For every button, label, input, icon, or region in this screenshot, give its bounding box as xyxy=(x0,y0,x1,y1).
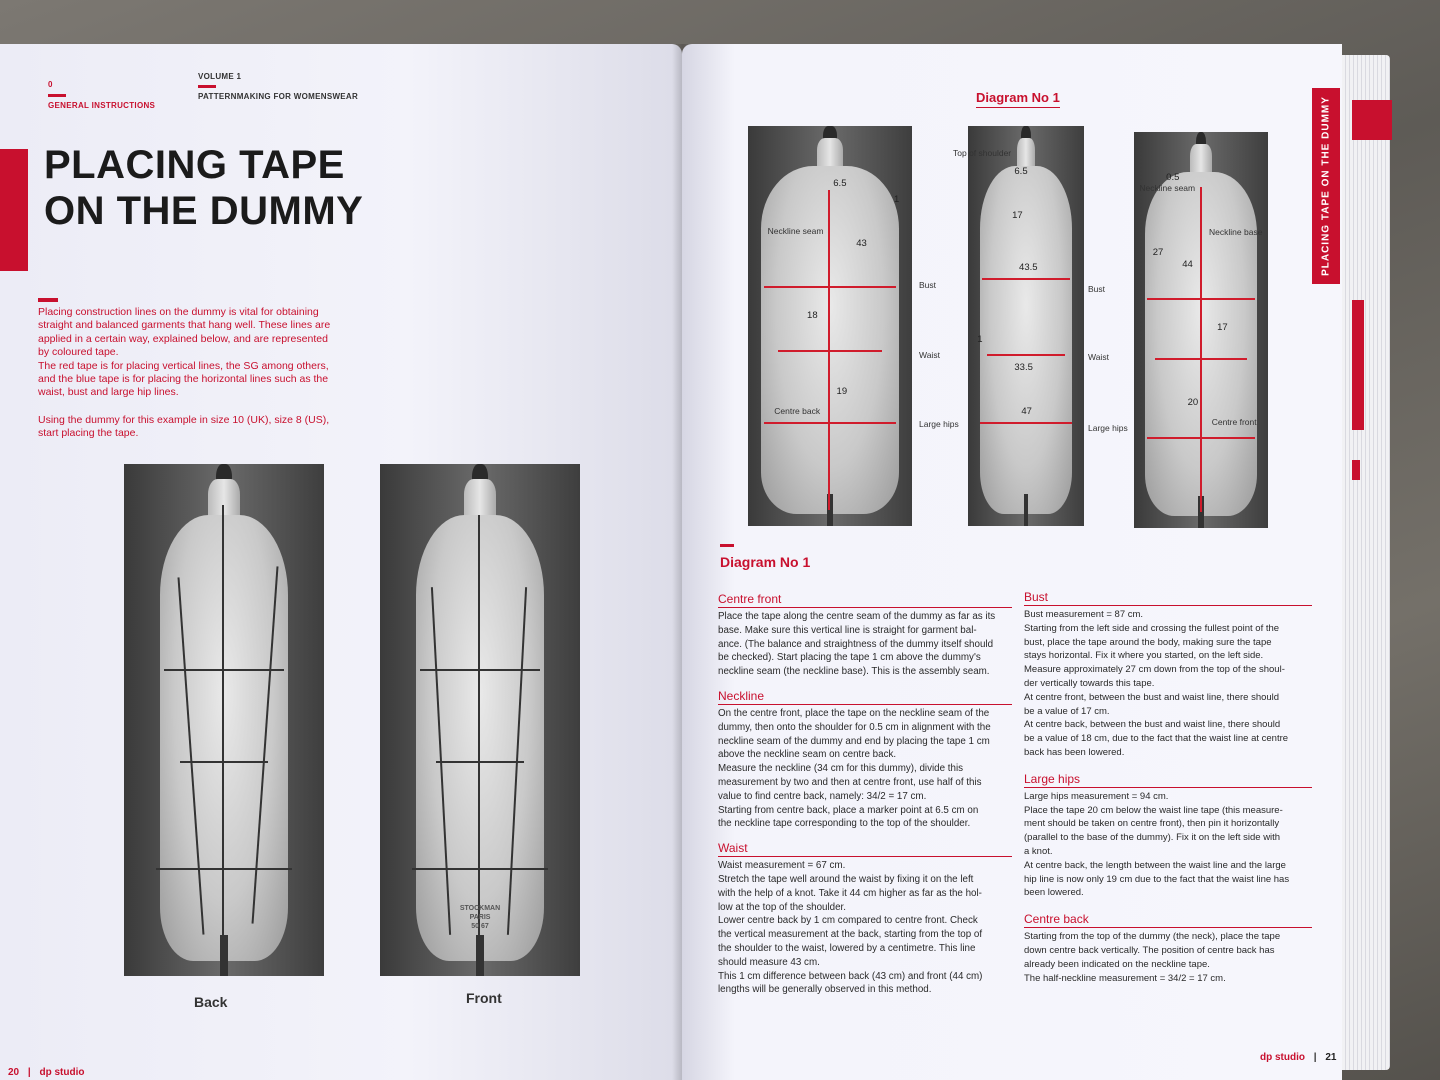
footer-left: 20 | dp studio xyxy=(8,1067,85,1078)
diagram-dummy-side xyxy=(968,126,1084,526)
label-centre-front: Centre front xyxy=(1211,417,1257,428)
tape-hips xyxy=(156,868,292,870)
intro-paragraph: Placing construction lines on the dummy is vital for obtaining straight and balanced garments that hang well. These lines are applied in a certain way, explained below, and are represented by coloured tape. The red tape is for placing vertical lines, the SG among others, and the blue tape is for placing the horizontal lines such as the waist, bust and large hip lines. xyxy=(38,306,331,399)
section-large-hips: Large hips measurement = 94 cm. Place the tape 20 cm below the waist line tape (this measure- ment should be taken on centre front), then pin it horizontally (parallel to the base of the dummy). Fix it on the left side with a knot. At centre back, the length between the waist line and the large hip line is now only 19 cm due to the fact that the waist line has been lowered. xyxy=(1024,790,1290,899)
label-neckline-seam: Neckline seam xyxy=(767,226,824,236)
chapter-bar xyxy=(48,94,66,97)
measure-33-5: 33.5 xyxy=(1014,362,1033,373)
measure-0-5: 0.5 xyxy=(1166,171,1180,183)
text-column-right xyxy=(1024,590,1312,985)
label-large-hips: Large hips xyxy=(919,419,959,429)
edge-red-mark xyxy=(1352,460,1360,480)
stand-brand-plate: STOCKMAN PARIS 50 67 xyxy=(459,905,501,931)
chapter-number: 0 xyxy=(48,80,53,89)
tape-centre-front xyxy=(478,515,480,960)
measure-6-5: 6.5 xyxy=(1014,166,1028,177)
diagram-bar xyxy=(720,544,734,547)
measure-17: 17 xyxy=(1012,210,1023,221)
red-tape-bust xyxy=(982,278,1070,280)
measure-43-5: 43.5 xyxy=(1019,262,1038,273)
edge-red-mark xyxy=(1352,300,1364,430)
side-tab: PLACING TAPE ON THE DUMMY xyxy=(1312,88,1340,284)
diagram-dummy-front xyxy=(748,126,912,526)
section-centre-front: Place the tape along the centre seam of the dummy as far as its base. Make sure this vertical line is straight for garment bal- ance. (The balance and straightness of the dummy itself should be checked). Start placing the tape 1 cm above the dummy's neckline seam (the neckline base). This is the assembly seam. xyxy=(718,611,996,678)
label-waist: Waist xyxy=(1088,352,1109,362)
footer-brand: dp studio xyxy=(1260,1052,1305,1063)
measure-27: 27 xyxy=(1152,246,1164,258)
heading-bust: Bust xyxy=(1024,590,1312,606)
volume-label: VOLUME 1 xyxy=(198,72,242,81)
label-top-of-shoulder: Top of shoulder xyxy=(953,148,1012,158)
measure-6-5: 6.5 xyxy=(833,178,847,189)
edge-red-mark xyxy=(1352,100,1392,140)
text-column-left xyxy=(718,592,1012,997)
right-page xyxy=(682,44,1342,1080)
heading-centre-back: Centre back xyxy=(1024,912,1312,928)
measure-1: 1 xyxy=(977,334,983,345)
footer-brand: dp studio xyxy=(39,1067,85,1078)
section-centre-back: Starting from the top of the dummy (the neck), place the tape down centre back vertically. The position of centre back has already been indicated on the neckline tape. The half-neckline measurement = 34/2 = 17 cm. xyxy=(1024,931,1281,984)
heading-waist: Waist xyxy=(718,841,1012,857)
volume-bar xyxy=(198,85,216,88)
section-waist: Waist measurement = 67 cm. Stretch the tape well around the waist by fixing it on the left with the help of a knot. Take it 44 cm higher as far as the hol- low at the top of the shoulder. Lower centre back by 1 cm compared to centre front. Check the vertical measurement at the back, starting from the top of the shoulder to the waist, lowered by a centimetre. This line should measure 43 cm. This 1 cm difference between back (43 cm) and front (44 cm) lengths will be generally observed in this method. xyxy=(718,860,983,996)
volume-name: PATTERNMAKING FOR WOMENSWEAR xyxy=(198,92,359,101)
measure-43: 43 xyxy=(856,238,867,249)
footer-page-number: 21 xyxy=(1325,1052,1337,1063)
tape-bust xyxy=(420,669,540,671)
label-bust: Bust xyxy=(1088,284,1106,294)
measure-44: 44 xyxy=(1182,258,1193,270)
dummy-torso xyxy=(980,166,1073,514)
label-centre-back: Centre back xyxy=(774,406,821,416)
diagram-dummy-back xyxy=(1134,132,1268,528)
tape-waist xyxy=(436,761,524,763)
measure-1: 1 xyxy=(893,194,900,205)
red-tape-waist xyxy=(987,354,1066,356)
measure-19: 19 xyxy=(836,386,848,397)
tape-waist xyxy=(180,761,268,763)
section-bust: Bust measurement = 87 cm. Starting from the left side and crossing the fullest point of the bust, place the tape around the body, making sure the tape stays horizontal. Fix it where you started, on the left side. Measure approximately 27 cm down from the top of the shoul- der vertically towards this tape. At centre front, between the bust and waist line, there should be a value of 17 cm. At centre back, between the bust and waist line, there should be a value of 18 cm, due to the fact that the waist line at centre back has been lowered. xyxy=(1024,609,1289,758)
tape-centre-back xyxy=(222,505,224,961)
tape-bust xyxy=(164,669,284,671)
photo-dummy-back xyxy=(124,464,324,976)
measure-17: 17 xyxy=(1217,322,1228,334)
footer-right: dp studio | 21 xyxy=(1260,1052,1337,1063)
tape-hips xyxy=(412,868,548,870)
dummy-torso xyxy=(416,515,544,960)
red-tape-centre xyxy=(1200,187,1202,512)
heading-centre-front: Centre front xyxy=(718,592,1012,608)
dummy-stand xyxy=(1024,494,1029,526)
label-waist: Waist xyxy=(919,350,940,360)
intro-paragraph-2: Using the dummy for this example in size 10 (UK), size 8 (US), start placing the tape. xyxy=(38,414,330,440)
left-page xyxy=(0,44,682,1080)
red-tape-hips xyxy=(980,422,1073,424)
label-large-hips: Large hips xyxy=(1088,423,1128,433)
label-neckline-base: Neckline base xyxy=(1209,227,1263,238)
page-title-line1: PLACING TAPE xyxy=(44,143,345,187)
label-neckline-seam: Neckline seam xyxy=(1139,183,1196,194)
book-page-edges xyxy=(1338,55,1390,1070)
intro-bar xyxy=(38,298,58,302)
chapter-name: GENERAL INSTRUCTIONS xyxy=(48,101,156,110)
heading-large-hips: Large hips xyxy=(1024,772,1312,788)
red-tape-centre xyxy=(828,190,830,510)
measure-20: 20 xyxy=(1187,397,1199,409)
title-red-block xyxy=(0,149,28,271)
page-title-line2: ON THE DUMMY xyxy=(44,189,364,233)
photo-dummy-front xyxy=(380,464,580,976)
label-bust: Bust xyxy=(919,280,937,290)
footer-page-number: 20 xyxy=(8,1067,20,1078)
measure-47: 47 xyxy=(1021,406,1032,417)
diagram-title-top: Diagram No 1 xyxy=(976,90,1060,108)
diagram-title: Diagram No 1 xyxy=(720,554,811,570)
caption-front: Front xyxy=(466,990,502,1006)
caption-back: Back xyxy=(194,994,228,1010)
measure-18: 18 xyxy=(807,310,818,321)
heading-neckline: Neckline xyxy=(718,689,1012,705)
section-neckline: On the centre front, place the tape on the neckline seam of the dummy, then onto the shoulder for 0.5 cm in alignment with the neckline seam of the dummy and end by placing the tape 1 cm above the neckline seam on centre back. Measure the neckline (34 cm for this dummy), divide this measurement by two and then at centre front, use half of this value to find centre back, namely: 34/2 = 17 cm. Starting from centre back, place a marker point at 6.5 cm on the neckline tape corresponding to the top of the shoulder. xyxy=(718,707,991,830)
